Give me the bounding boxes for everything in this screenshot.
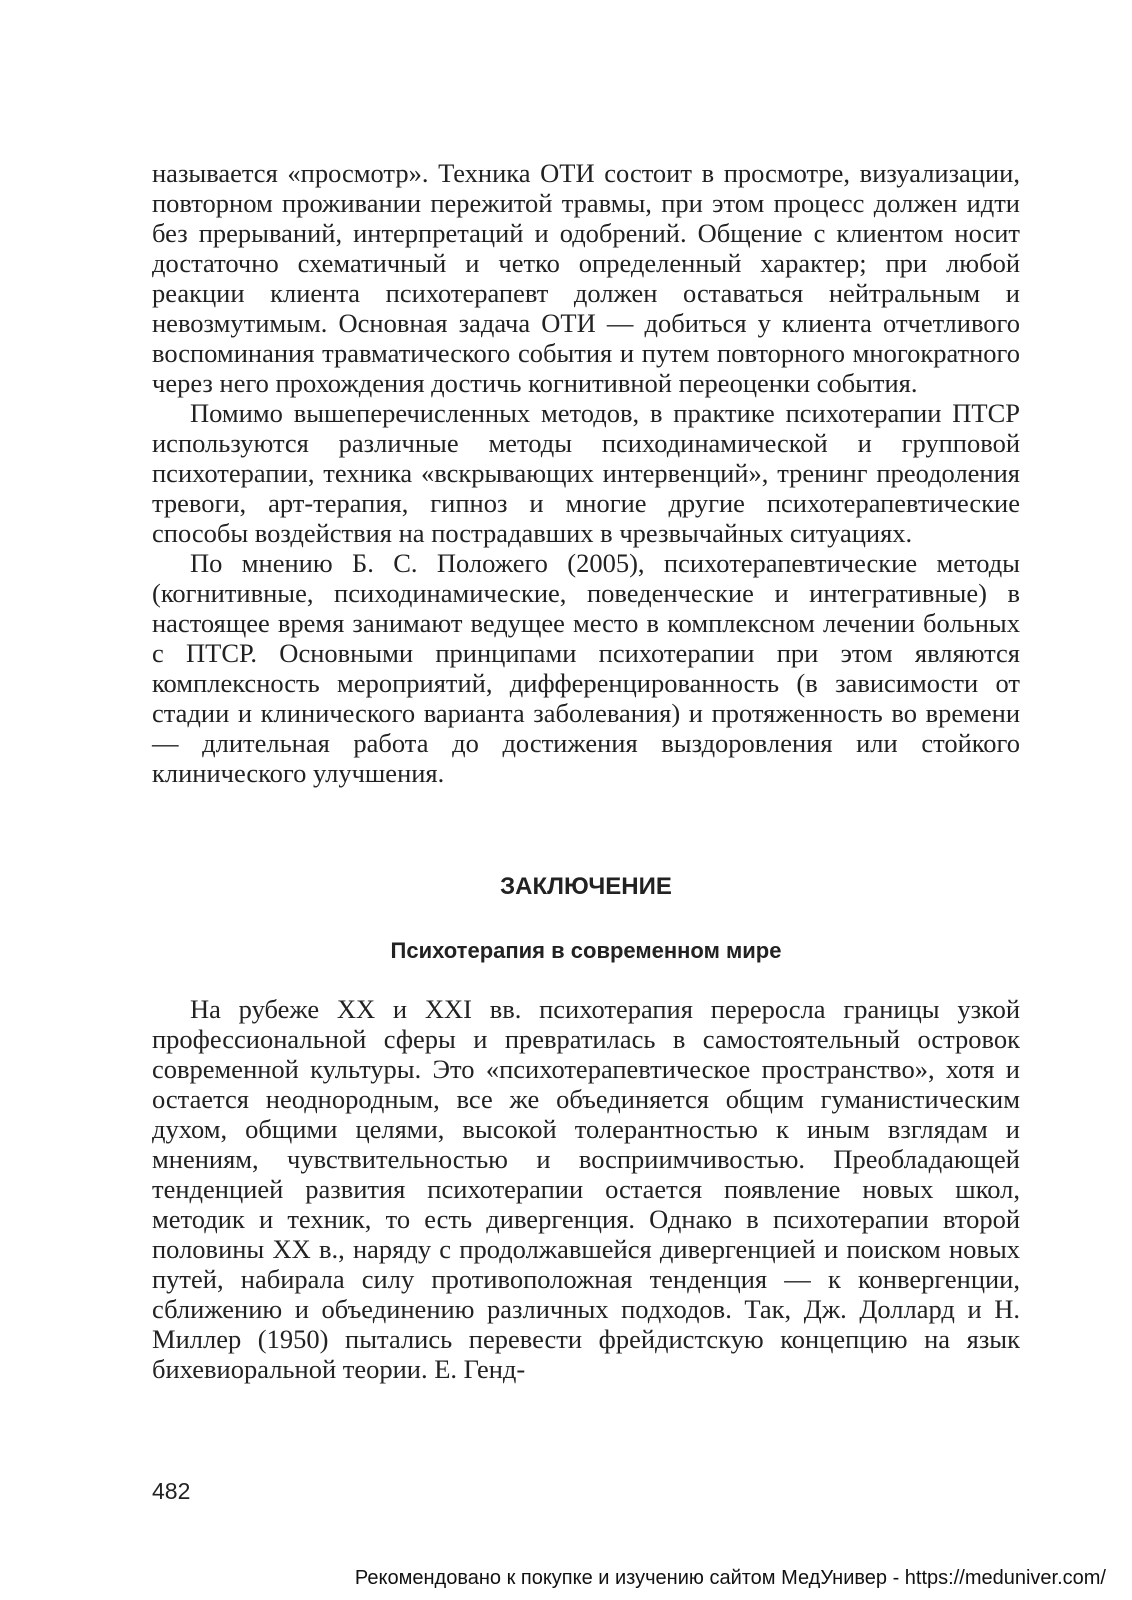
- body-paragraph: По мнению Б. С. Положего (2005), психотерапевтические методы (когнитивные, психодинамические, поведенческие и интегративные) в настоящее время занимают ведущее место в комплексном лечении больных с ПТСР. Основными принципами психотерапии при этом являются комплексность мероприятий, дифференцированность (в зависимости от стадии и клинического варианта заболевания) и протяженность во времени — длительная работа до достижения выздоровления или стойкого клинического улучшения.: [152, 548, 1020, 788]
- section-subtitle: Психотерапия в современном мире: [390, 938, 782, 963]
- section-title: ЗАКЛЮЧЕНИЕ: [500, 873, 672, 900]
- page-content: [152, 158, 1020, 1384]
- footer-note: Рекомендовано к покупке и изучению сайтом МедУнивер - https://meduniver.com/: [354, 1567, 1106, 1589]
- body-paragraph: называется «просмотр». Техника ОТИ состоит в просмотре, визуализации, повторном проживании пережитой травмы, при этом процесс должен идти без прерываний, интерпретаций и одобрений. Общение с клиентом носит достаточно схематичный и четко определенный характер; при любой реакции клиента психотерапевт должен оставаться нейтральным и невозмутимым. Основная задача ОТИ — добиться у клиента отчетливого воспоминания травматического события и путем повторного многократного через него прохождения достичь когнитивной переоценки события.: [152, 158, 1020, 398]
- body-paragraph: Помимо вышеперечисленных методов, в практике психотерапии ПТСР используются различные методы психодинамической и групповой психотерапии, техника «вскрывающих интервенций», тренинг преодоления тревоги, арт-терапия, гипноз и многие другие психотерапевтические способы воздействия на пострадавших в чрезвычайных ситуациях.: [152, 398, 1020, 548]
- body-paragraph: На рубеже XX и XXI вв. психотерапия переросла границы узкой профессиональной сферы и превратилась в самостоятельный островок современной культуры. Это «психотерапевтическое пространство», хотя и остается неоднородным, все же объединяется общим гуманистическим духом, общими целями, высокой толерантностью к иным взглядам и мнениям, чувствительностью и восприимчивостью. Преобладающей тенденцией развития психотерапии остается появление новых школ, методик и техник, то есть дивергенция. Однако в психотерапии второй половины XX в., наряду с продолжавшейся дивергенцией и поиском новых путей, набирала силу противоположная тенденция — к конвергенции, сближению и объединению различных подходов. Так, Дж. Доллард и Н. Миллер (1950) пытались перевести фрейдистскую концепцию на язык бихевиоральной теории. Е. Генд-: [152, 994, 1020, 1384]
- page-number: 482: [152, 1478, 191, 1504]
